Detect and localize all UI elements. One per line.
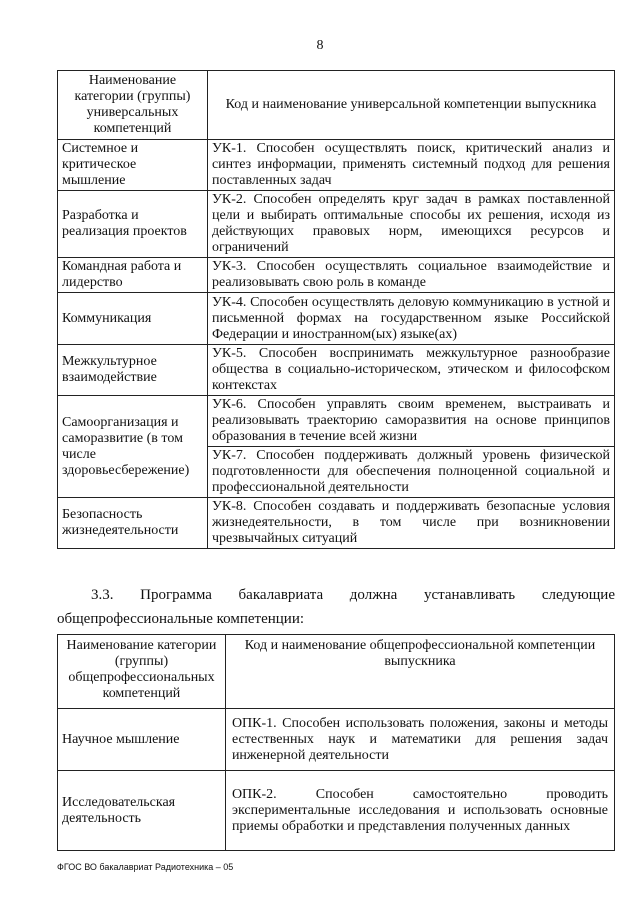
competence-cell: УК-8. Способен создавать и поддерживать безопасные условия жизнедеятельности, в том числе при возникновении чрезвычайных ситуаций <box>207 498 614 549</box>
table-row <box>58 258 615 293</box>
category-cell: Системное и критическое мышление <box>58 140 208 191</box>
category-cell: Научное мышление <box>58 709 226 771</box>
table-row <box>58 498 615 549</box>
universal-competencies-table <box>57 70 615 549</box>
competence-cell: УК-2. Способен определять круг задач в рамках поставленной цели и выбирать оптимальные способы их решения, исходя из действующих правовых норм, имеющихся ресурсов и ограничений <box>207 191 614 258</box>
competence-cell: УК-3. Способен осуществлять социальное взаимодействие и реализовывать свою роль в команде <box>207 258 614 293</box>
table-row <box>58 345 615 396</box>
table-header-row <box>58 71 615 140</box>
section-paragraph-line1: 3.3. Программа бакалавриата должна устанавливать следующие <box>91 587 615 603</box>
table-row <box>58 293 615 345</box>
competence-cell: ОПК-1. Способен использовать положения, законы и методы естественных наук и математики для решения задач инженерной деятельности <box>225 709 614 771</box>
header-category: Наименование категории (группы) общепрофессиональных компетенций <box>58 635 226 709</box>
header-code: Код и наименование общепрофессиональной компетенции выпускника <box>225 635 614 709</box>
competence-cell: УК-5. Способен воспринимать межкультурное разнообразие общества в социально-историческом, этическом и философском контекстах <box>207 345 614 396</box>
category-cell: Разработка и реализация проектов <box>58 191 208 258</box>
category-cell: Самоорганизация и саморазвитие (в том числе здоровьесбережение) <box>58 396 208 498</box>
footer-text: ФГОС ВО бакалавриат Радиотехника – 05 <box>57 862 234 872</box>
competence-cell: УК-6. Способен управлять своим временем, выстраивать и реализовывать траекторию саморазвития на основе принципов образования в течение всей жизни <box>207 396 614 447</box>
general-professional-competencies-table <box>57 634 615 851</box>
header-code: Код и наименование универсальной компетенции выпускника <box>207 71 614 140</box>
category-cell: Безопасность жизнедеятельности <box>58 498 208 549</box>
competence-cell: УК-4. Способен осуществлять деловую коммуникацию в устной и письменной формах на государственном языке Российской Федерации и иностранном(ых) языке(ах) <box>207 293 614 345</box>
category-cell: Коммуникация <box>58 293 208 345</box>
category-cell: Командная работа и лидерство <box>58 258 208 293</box>
category-cell: Исследовательская деятельность <box>58 771 226 851</box>
header-category: Наименование категории (группы) универсальных компетенций <box>58 71 208 140</box>
section-paragraph-line2: общепрофессиональные компетенции: <box>57 611 305 627</box>
table-row <box>58 191 615 258</box>
table-row <box>58 140 615 191</box>
table-row <box>58 396 615 447</box>
table-row <box>58 709 615 771</box>
table-row <box>58 771 615 851</box>
page-number: 8 <box>316 38 324 53</box>
competence-cell: УК-7. Способен поддерживать должный уровень физической подготовленности для обеспечения полноценной социальной и профессиональной деятельности <box>207 447 614 498</box>
table-header-row <box>58 635 615 709</box>
competence-cell: УК-1. Способен осуществлять поиск, критический анализ и синтез информации, применять системный подход для решения поставленных задач <box>207 140 614 191</box>
competence-cell: ОПК-2. Способен самостоятельно проводить экспериментальные исследования и использовать основные приемы обработки и представления полученных данных <box>225 771 614 851</box>
category-cell: Межкультурное взаимодействие <box>58 345 208 396</box>
